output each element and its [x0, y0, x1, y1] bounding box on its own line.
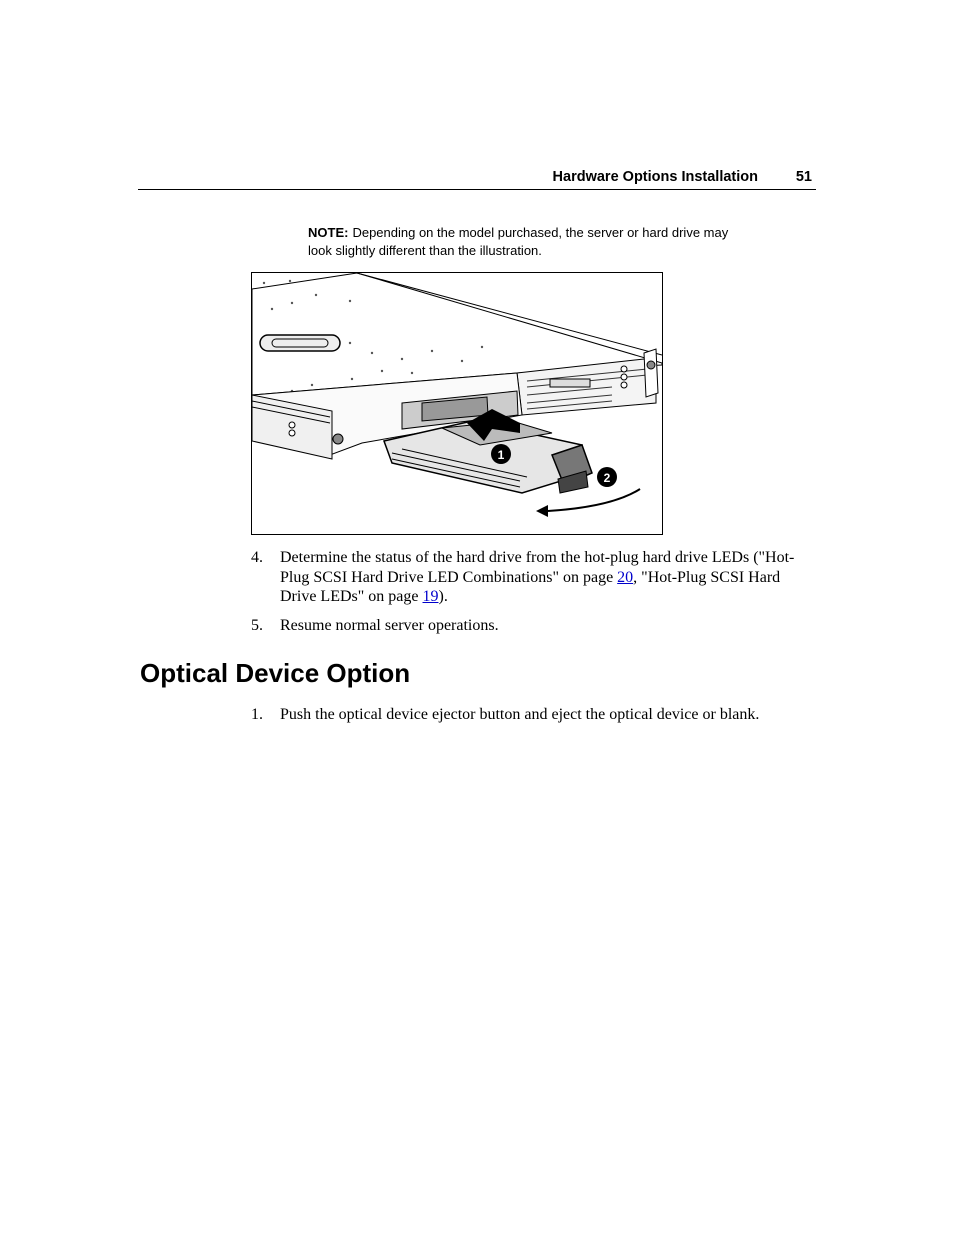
callout-1: [491, 444, 511, 464]
running-header-title: Hardware Options Installation: [552, 169, 758, 185]
illustration-drawing: [252, 273, 662, 534]
step-text: Push the optical device ejector button and eject the optical device or blank.: [280, 706, 760, 723]
page-number: 51: [795, 169, 812, 185]
page-link-20[interactable]: 20: [617, 568, 634, 586]
procedure-steps: [251, 548, 811, 644]
note-text: Depending on the model purchased, the server or hard drive may look slightly different than the illustration.: [308, 225, 729, 258]
section-heading: Optical Device Option: [140, 658, 411, 688]
list-item: [251, 616, 811, 636]
step-number: 4.: [251, 549, 263, 566]
note-block: [308, 224, 748, 259]
page-header: [138, 168, 816, 190]
server-hard-drive-illustration: [251, 272, 663, 535]
step-number: 1.: [251, 706, 263, 723]
page-link-19[interactable]: 19: [422, 588, 439, 605]
note-label: NOTE:: [308, 225, 349, 240]
svg-text:1: 1: [497, 448, 505, 462]
list-item: [251, 705, 831, 725]
list-item: [251, 548, 811, 607]
step-number: 5.: [251, 616, 263, 634]
callout-2: [597, 467, 617, 487]
svg-text:2: 2: [603, 471, 611, 485]
step-text: Resume normal server operations.: [280, 616, 499, 634]
step-text: Determine the status of the hard drive from the hot-plug hard drive LEDs ("Hot-Plug SCSI Hard Drive LED Combinations" on page: [280, 549, 795, 586]
step-text: , "Hot-Plug SCSI Hard Drive LEDs" on page: [280, 568, 781, 605]
optical-procedure-steps: [251, 705, 831, 734]
step-text: ).: [438, 588, 448, 605]
